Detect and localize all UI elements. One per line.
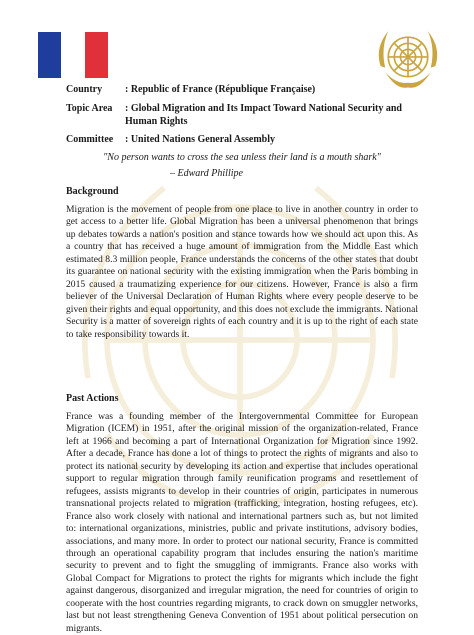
france-flag-icon <box>38 32 108 78</box>
topic-label: Topic Area <box>66 103 113 114</box>
flag-white-band <box>61 32 84 78</box>
topic-value: : Global Migration and Its Impact Toward National Security and Human Rights <box>125 103 402 127</box>
committee-label: Committee <box>66 134 114 145</box>
country-value: : Republic of France (République Française) <box>125 84 316 95</box>
past-actions-paragraph: France was a founding member of the Intergovernmental Committee for European Migration (ICEM) in 1951, after the original mission of the organization-related, France left at 1966 and becoming a part of International Organization for Migration since 1992. After a decade, France has done a lot of things to protect the rights of migrants and also to protect its national security by developing its action and expertise that includes operational support to regular migration through family reunification programs and resettlement of refugees, assists migrants to develop in their countries of origin, participates in numerous transnational projects related to migration (trafficking, integration, hosting refugees, etc). France also work closely with national and international partners such as, but not limited to: international organizations, ministries, public and private institutions, advisory bodies, associations, and many more. In order to protect our national security, France is committed through an operational capability program that includes ensuring the nation's maritime security to prevent and to fight the smuggling of immigrants. France also works with Global Compact for Migrations to protect the rights for migrants which include the fight against dangerous, disorganized and irregular migration, the need for countries of origin to cooperate with the host countries regarding migrants, to crack down on smuggler networks, last but not least strengthening Geneva Convention of 1951 about political persecution on migrants. <box>66 411 418 634</box>
background-heading: Background <box>66 186 119 197</box>
past-actions-heading: Past Actions <box>66 393 119 404</box>
flag-red-band <box>85 32 108 78</box>
flag-blue-band <box>38 32 61 78</box>
country-label: Country <box>66 84 103 95</box>
background-paragraph: Migration is the movement of people from one place to live in another country in order to get access to a better life. Global Migration has been a universal phenomenon that brings up debates towards a nation's position and stance towards how we should act upon this. As a country that has received a huge amount of immigration from the Middle East which estimated 8.3 million people, France understands the concerns of the other states that doubt its guarantee on national security with the existing immigration when the Paris bombing in 2015 caused a traumatizing experience for our citizens. However, France is also a firm believer of the Universal Declaration of Human Rights where every people deserve to be given their rights and equal opportunity, and this does not exclude the immigrants. National Security is a matter of sovereign rights of each country and it is up to the right of each state to take responsibility towards it. <box>66 204 418 340</box>
quote-author: – Edward Phillipe <box>170 168 243 179</box>
quote-text: "No person wants to cross the sea unless their land is a mouth shark" <box>103 152 381 163</box>
committee-value: : United Nations General Assembly <box>125 134 275 145</box>
